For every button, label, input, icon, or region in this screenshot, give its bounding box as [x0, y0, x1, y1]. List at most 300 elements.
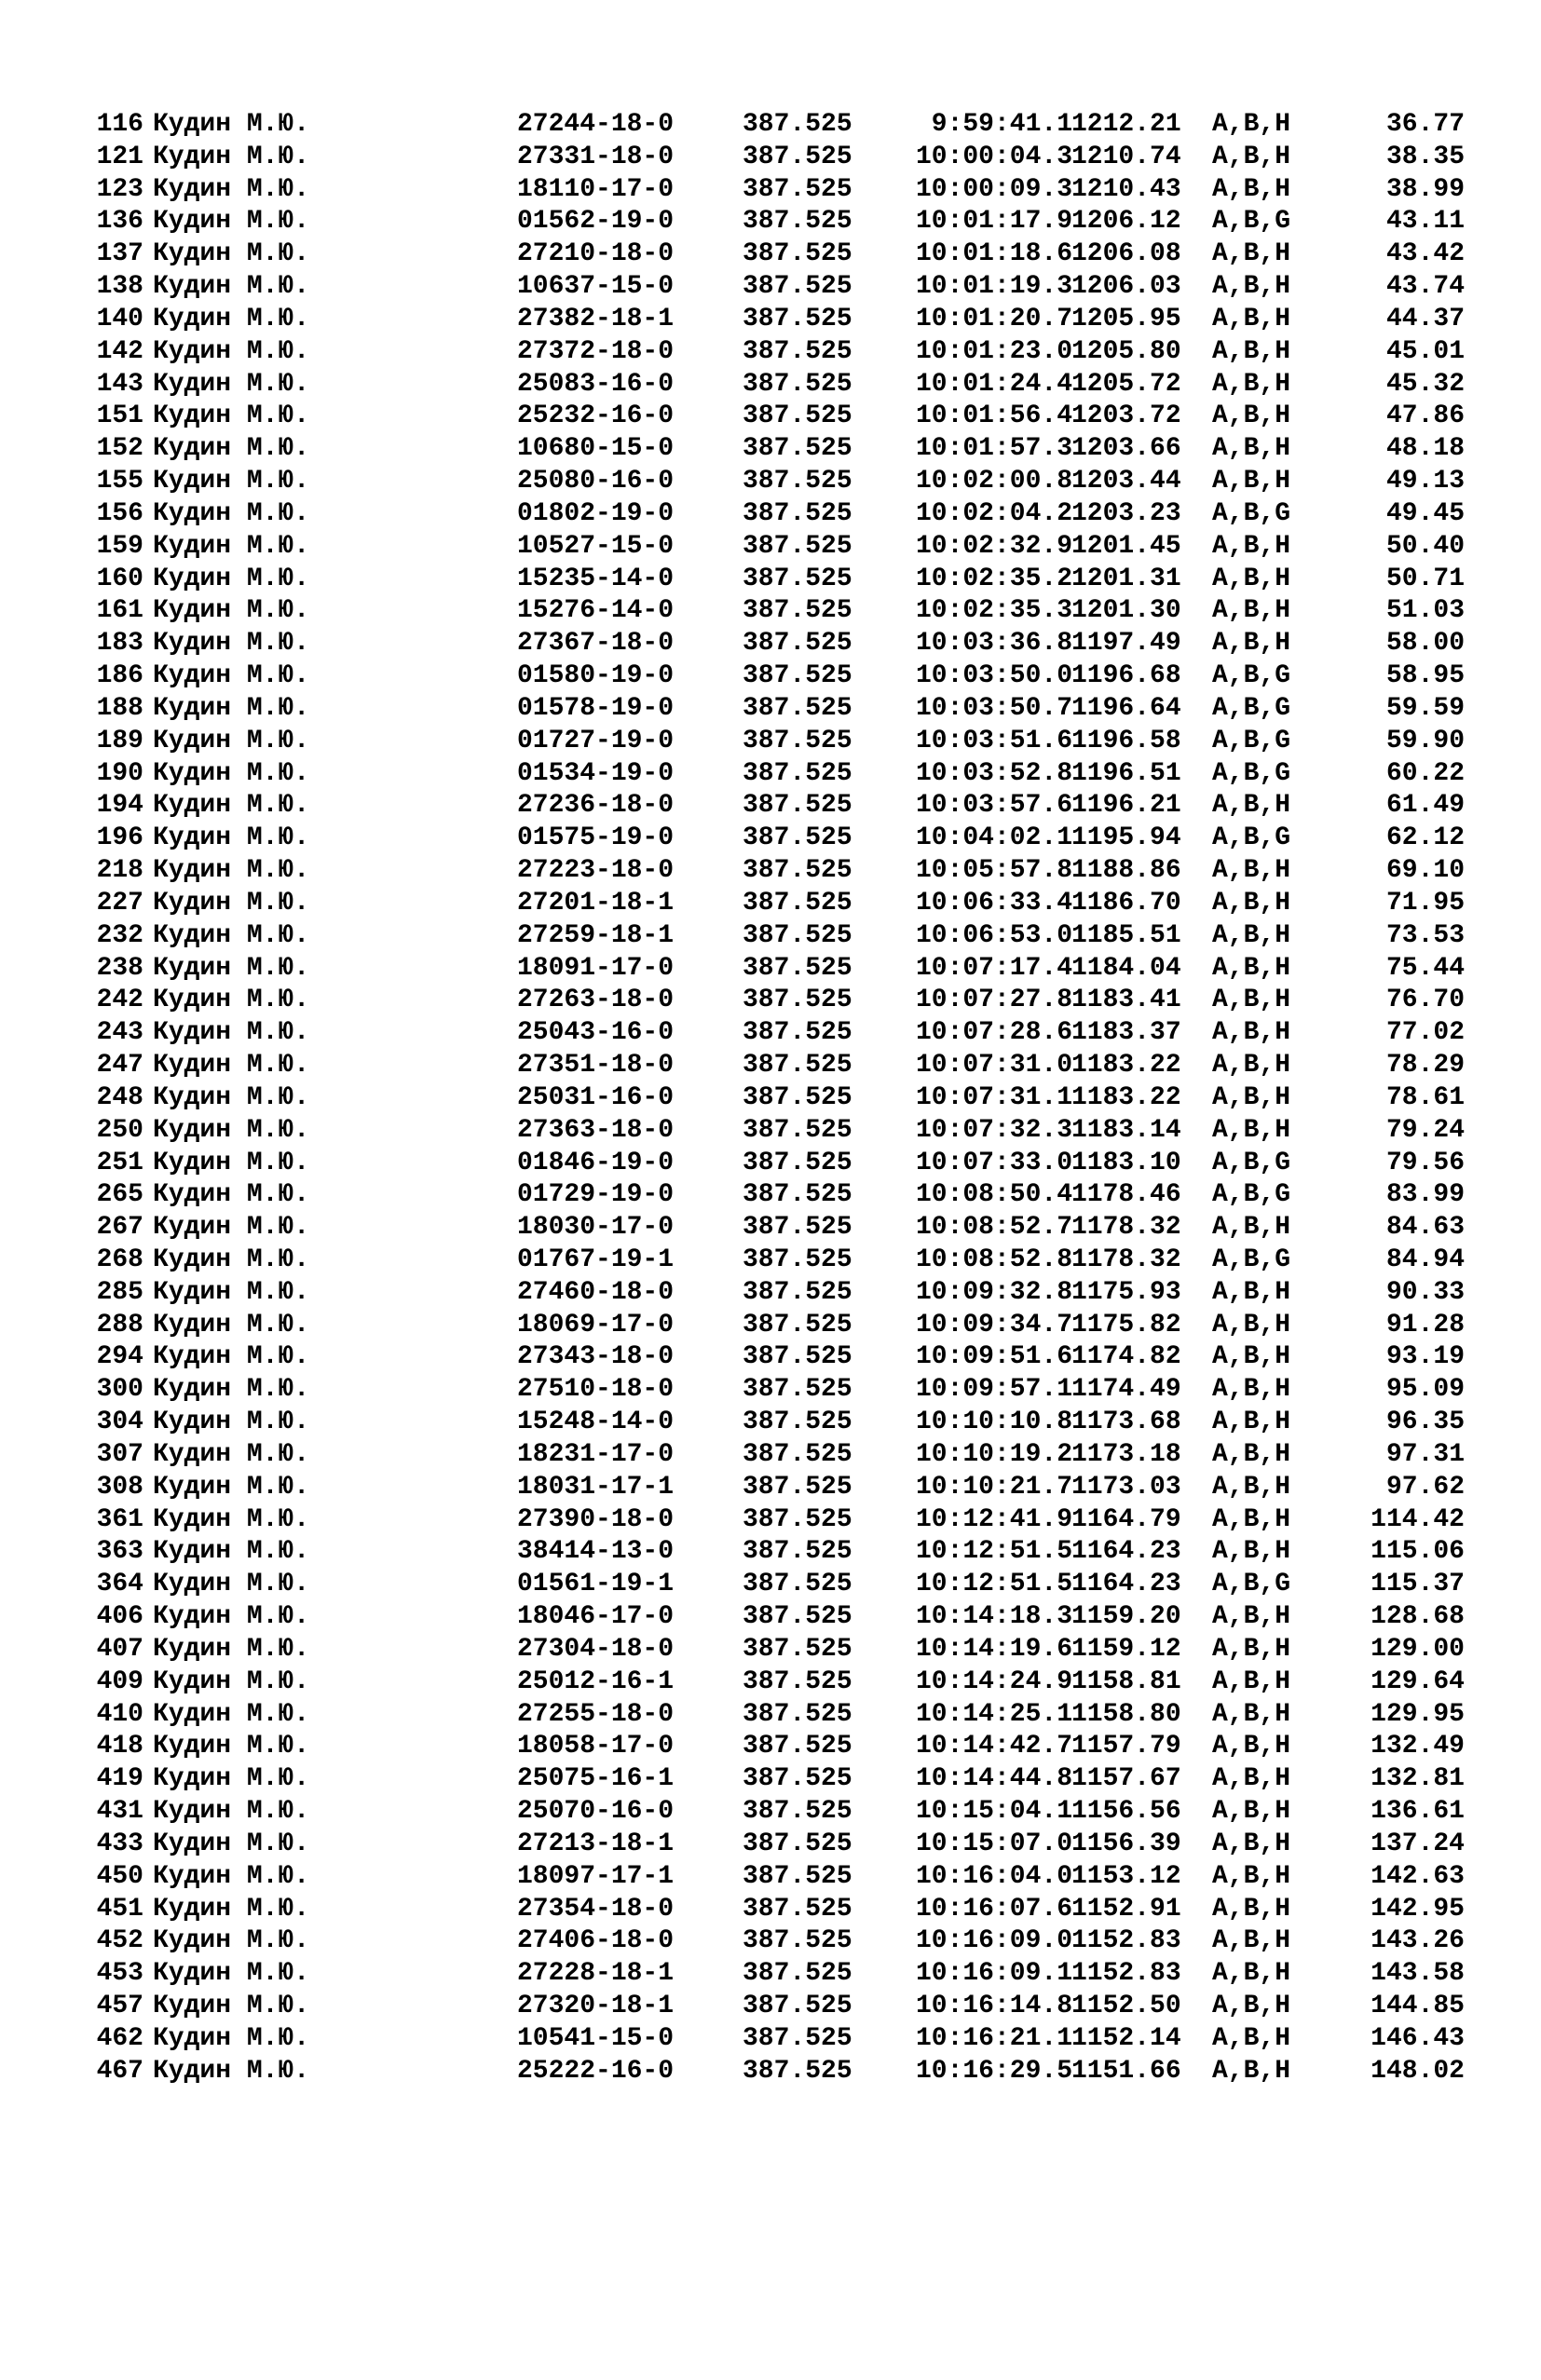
- points-cell: 129.64: [1371, 1666, 1465, 1696]
- flags-cell: A,B,H: [1212, 1926, 1291, 1956]
- ring-number-cell: 27223-18-0: [517, 856, 675, 886]
- place-cell: 151: [96, 401, 143, 431]
- ring-number-cell: 10527-15-0: [517, 531, 675, 561]
- arrival-time-cell: 10:12:51.5: [915, 1537, 1072, 1567]
- arrival-time-cell: 10:00:04.3: [915, 142, 1072, 171]
- arrival-time-cell: 10:09:51.6: [915, 1342, 1072, 1372]
- flags-cell: A,B,H: [1212, 596, 1291, 626]
- ring-number-cell: 27259-18-1: [517, 920, 675, 950]
- flags-cell: A,B,G: [1212, 207, 1291, 237]
- arrival-time-cell: 10:08:52.8: [915, 1244, 1072, 1274]
- fancier-name-cell: Кудин М.Ю.: [153, 1602, 310, 1632]
- flags-cell: A,B,G: [1212, 1180, 1291, 1210]
- arrival-time-cell: 10:03:52.8: [915, 758, 1072, 788]
- place-cell: 250: [96, 1115, 143, 1145]
- flags-cell: A,B,H: [1212, 1082, 1291, 1112]
- ring-number-cell: 01727-19-0: [517, 726, 675, 755]
- fancier-name-cell: Кудин М.Ю.: [153, 1244, 310, 1274]
- ring-number-cell: 25083-16-0: [517, 369, 675, 399]
- points-cell: 38.99: [1385, 174, 1465, 204]
- flags-cell: A,B,H: [1212, 142, 1291, 171]
- fancier-name-cell: Кудин М.Ю.: [153, 239, 310, 269]
- table-row: [89, 1148, 1487, 1180]
- flags-cell: A,B,H: [1212, 1764, 1291, 1794]
- flags-cell: A,B,H: [1212, 110, 1291, 139]
- distance-cell: 387.525: [743, 1082, 852, 1112]
- flags-cell: A,B,H: [1212, 1894, 1291, 1924]
- fancier-name-cell: Кудин М.Ю.: [153, 564, 310, 593]
- distance-cell: 387.525: [743, 1829, 852, 1858]
- flags-cell: A,B,G: [1212, 823, 1291, 853]
- distance-cell: 387.525: [743, 856, 852, 886]
- points-cell: 146.43: [1371, 2023, 1465, 2053]
- flags-cell: A,B,H: [1212, 1959, 1291, 1989]
- table-row: [89, 1763, 1487, 1796]
- distance-cell: 387.525: [743, 239, 852, 269]
- arrival-time-cell: 10:07:32.3: [915, 1115, 1072, 1145]
- place-cell: 188: [96, 693, 143, 723]
- speed-cell: 1206.12: [1071, 207, 1181, 237]
- flags-cell: A,B,H: [1212, 2056, 1291, 2086]
- fancier-name-cell: Кудин М.Ю.: [153, 791, 310, 821]
- points-cell: 69.10: [1385, 856, 1465, 886]
- arrival-time-cell: 10:16:09.1: [915, 1959, 1072, 1989]
- place-cell: 300: [96, 1375, 143, 1405]
- ring-number-cell: 27510-18-0: [517, 1375, 675, 1405]
- ring-number-cell: 27354-18-0: [517, 1894, 675, 1924]
- arrival-time-cell: 10:16:07.6: [915, 1894, 1072, 1924]
- speed-cell: 1173.68: [1071, 1408, 1181, 1437]
- fancier-name-cell: Кудин М.Ю.: [153, 1926, 310, 1956]
- arrival-time-cell: 10:07:28.6: [915, 1018, 1072, 1048]
- distance-cell: 387.525: [743, 1504, 852, 1534]
- speed-cell: 1196.51: [1071, 758, 1181, 788]
- arrival-time-cell: 10:02:35.3: [915, 596, 1072, 626]
- distance-cell: 387.525: [743, 531, 852, 561]
- table-row: [89, 2056, 1487, 2088]
- distance-cell: 387.525: [743, 336, 852, 366]
- speed-cell: 1196.68: [1071, 661, 1181, 691]
- flags-cell: A,B,H: [1212, 1861, 1291, 1891]
- table-row: [89, 1407, 1487, 1439]
- place-cell: 285: [96, 1277, 143, 1307]
- distance-cell: 387.525: [743, 1051, 852, 1081]
- fancier-name-cell: Кудин М.Ю.: [153, 726, 310, 755]
- arrival-time-cell: 10:01:56.4: [915, 401, 1072, 431]
- table-row: [89, 1925, 1487, 1958]
- fancier-name-cell: Кудин М.Ю.: [153, 661, 310, 691]
- place-cell: 364: [96, 1570, 143, 1599]
- distance-cell: 387.525: [743, 758, 852, 788]
- place-cell: 238: [96, 953, 143, 983]
- speed-cell: 1186.70: [1071, 888, 1181, 918]
- points-cell: 144.85: [1371, 1992, 1465, 2021]
- flags-cell: A,B,H: [1212, 369, 1291, 399]
- points-cell: 114.42: [1371, 1504, 1465, 1534]
- table-row: [89, 953, 1487, 986]
- arrival-time-cell: 10:16:29.5: [915, 2056, 1072, 2086]
- fancier-name-cell: Кудин М.Ю.: [153, 174, 310, 204]
- speed-cell: 1183.10: [1071, 1148, 1181, 1177]
- points-cell: 148.02: [1371, 2056, 1465, 2086]
- fancier-name-cell: Кудин М.Ю.: [153, 1666, 310, 1696]
- fancier-name-cell: Кудин М.Ю.: [153, 1148, 310, 1177]
- flags-cell: A,B,G: [1212, 1244, 1291, 1274]
- fancier-name-cell: Кудин М.Ю.: [153, 1570, 310, 1599]
- fancier-name-cell: Кудин М.Ю.: [153, 1959, 310, 1989]
- distance-cell: 387.525: [743, 272, 852, 302]
- speed-cell: 1152.14: [1071, 2023, 1181, 2053]
- points-cell: 137.24: [1371, 1829, 1465, 1858]
- fancier-name-cell: Кудин М.Ю.: [153, 1375, 310, 1405]
- place-cell: 363: [96, 1537, 143, 1567]
- flags-cell: A,B,G: [1212, 661, 1291, 691]
- arrival-time-cell: 9:59:41.1: [931, 110, 1072, 139]
- place-cell: 243: [96, 1018, 143, 1048]
- ring-number-cell: 25080-16-0: [517, 467, 675, 496]
- place-cell: 308: [96, 1472, 143, 1502]
- flags-cell: A,B,H: [1212, 336, 1291, 366]
- speed-cell: 1158.80: [1071, 1699, 1181, 1729]
- fancier-name-cell: Кудин М.Ю.: [153, 629, 310, 659]
- speed-cell: 1164.79: [1071, 1504, 1181, 1534]
- table-row: [89, 1601, 1487, 1634]
- points-cell: 90.33: [1385, 1277, 1465, 1307]
- arrival-time-cell: 10:02:04.2: [915, 498, 1072, 528]
- arrival-time-cell: 10:07:33.0: [915, 1148, 1072, 1177]
- speed-cell: 1152.83: [1071, 1926, 1181, 1956]
- distance-cell: 387.525: [743, 1959, 852, 1989]
- ring-number-cell: 27460-18-0: [517, 1277, 675, 1307]
- flags-cell: A,B,H: [1212, 1408, 1291, 1437]
- flags-cell: A,B,H: [1212, 1213, 1291, 1243]
- arrival-time-cell: 10:01:24.4: [915, 369, 1072, 399]
- arrival-time-cell: 10:03:36.8: [915, 629, 1072, 659]
- distance-cell: 387.525: [743, 1180, 852, 1210]
- distance-cell: 387.525: [743, 174, 852, 204]
- arrival-time-cell: 10:06:53.0: [915, 920, 1072, 950]
- flags-cell: A,B,H: [1212, 1342, 1291, 1372]
- fancier-name-cell: Кудин М.Ю.: [153, 2056, 310, 2086]
- arrival-time-cell: 10:12:51.5: [915, 1570, 1072, 1599]
- table-row: [89, 109, 1487, 142]
- flags-cell: A,B,H: [1212, 1504, 1291, 1534]
- ring-number-cell: 27343-18-0: [517, 1342, 675, 1372]
- ring-number-cell: 27228-18-1: [517, 1959, 675, 1989]
- fancier-name-cell: Кудин М.Ю.: [153, 1797, 310, 1827]
- place-cell: 433: [96, 1829, 143, 1858]
- points-cell: 136.61: [1371, 1797, 1465, 1827]
- ring-number-cell: 18069-17-0: [517, 1310, 675, 1340]
- flags-cell: A,B,H: [1212, 1829, 1291, 1858]
- fancier-name-cell: Кудин М.Ю.: [153, 467, 310, 496]
- arrival-time-cell: 10:03:50.7: [915, 693, 1072, 723]
- fancier-name-cell: Кудин М.Ю.: [153, 1829, 310, 1858]
- flags-cell: A,B,H: [1212, 1634, 1291, 1664]
- fancier-name-cell: Кудин М.Ю.: [153, 531, 310, 561]
- speed-cell: 1156.39: [1071, 1829, 1181, 1858]
- place-cell: 467: [96, 2056, 143, 2086]
- table-row: [89, 726, 1487, 758]
- speed-cell: 1205.72: [1071, 369, 1181, 399]
- points-cell: 142.63: [1371, 1861, 1465, 1891]
- ring-number-cell: 27406-18-0: [517, 1926, 675, 1956]
- fancier-name-cell: Кудин М.Ю.: [153, 693, 310, 723]
- flags-cell: A,B,H: [1212, 629, 1291, 659]
- distance-cell: 387.525: [743, 1570, 852, 1599]
- distance-cell: 387.525: [743, 1472, 852, 1502]
- flags-cell: A,B,H: [1212, 1375, 1291, 1405]
- place-cell: 156: [96, 498, 143, 528]
- distance-cell: 387.525: [743, 207, 852, 237]
- arrival-time-cell: 10:02:00.8: [915, 467, 1072, 496]
- speed-cell: 1183.14: [1071, 1115, 1181, 1145]
- speed-cell: 1178.32: [1071, 1244, 1181, 1274]
- distance-cell: 387.525: [743, 1894, 852, 1924]
- place-cell: 137: [96, 239, 143, 269]
- arrival-time-cell: 10:14:24.9: [915, 1666, 1072, 1696]
- points-cell: 95.09: [1385, 1375, 1465, 1405]
- table-row: [89, 1244, 1487, 1277]
- points-cell: 58.95: [1385, 661, 1465, 691]
- distance-cell: 387.525: [743, 888, 852, 918]
- arrival-time-cell: 10:16:09.0: [915, 1926, 1072, 1956]
- arrival-time-cell: 10:10:10.8: [915, 1408, 1072, 1437]
- speed-cell: 1203.72: [1071, 401, 1181, 431]
- distance-cell: 387.525: [743, 1926, 852, 1956]
- speed-cell: 1174.49: [1071, 1375, 1181, 1405]
- fancier-name-cell: Кудин М.Ю.: [153, 1408, 310, 1437]
- ring-number-cell: 01767-19-1: [517, 1244, 675, 1274]
- results-table: [89, 109, 1487, 2088]
- flags-cell: A,B,H: [1212, 1732, 1291, 1761]
- fancier-name-cell: Кудин М.Ю.: [153, 498, 310, 528]
- distance-cell: 387.525: [743, 1732, 852, 1761]
- table-row: [89, 1699, 1487, 1732]
- speed-cell: 1174.82: [1071, 1342, 1181, 1372]
- arrival-time-cell: 10:07:17.4: [915, 953, 1072, 983]
- fancier-name-cell: Кудин М.Ю.: [153, 758, 310, 788]
- place-cell: 136: [96, 207, 143, 237]
- arrival-time-cell: 10:14:42.7: [915, 1732, 1072, 1761]
- flags-cell: A,B,H: [1212, 920, 1291, 950]
- ring-number-cell: 25070-16-0: [517, 1797, 675, 1827]
- flags-cell: A,B,H: [1212, 304, 1291, 333]
- ring-number-cell: 25012-16-1: [517, 1666, 675, 1696]
- place-cell: 138: [96, 272, 143, 302]
- distance-cell: 387.525: [743, 1537, 852, 1567]
- ring-number-cell: 01534-19-0: [517, 758, 675, 788]
- distance-cell: 387.525: [743, 498, 852, 528]
- ring-number-cell: 27236-18-0: [517, 791, 675, 821]
- place-cell: 218: [96, 856, 143, 886]
- fancier-name-cell: Кудин М.Ю.: [153, 1018, 310, 1048]
- ring-number-cell: 10541-15-0: [517, 2023, 675, 2053]
- arrival-time-cell: 10:15:04.1: [915, 1797, 1072, 1827]
- arrival-time-cell: 10:01:57.3: [915, 434, 1072, 464]
- table-row: [89, 855, 1487, 888]
- fancier-name-cell: Кудин М.Ю.: [153, 1764, 310, 1794]
- ring-number-cell: 01578-19-0: [517, 693, 675, 723]
- distance-cell: 387.525: [743, 1992, 852, 2021]
- points-cell: 73.53: [1385, 920, 1465, 950]
- fancier-name-cell: Кудин М.Ю.: [153, 823, 310, 853]
- points-cell: 143.58: [1371, 1959, 1465, 1989]
- distance-cell: 387.525: [743, 661, 852, 691]
- fancier-name-cell: Кудин М.Ю.: [153, 336, 310, 366]
- ring-number-cell: 10637-15-0: [517, 272, 675, 302]
- fancier-name-cell: Кудин М.Ю.: [153, 1115, 310, 1145]
- arrival-time-cell: 10:08:52.7: [915, 1213, 1072, 1243]
- arrival-time-cell: 10:03:51.6: [915, 726, 1072, 755]
- flags-cell: A,B,H: [1212, 401, 1291, 431]
- speed-cell: 1159.20: [1071, 1602, 1181, 1632]
- arrival-time-cell: 10:10:21.7: [915, 1472, 1072, 1502]
- flags-cell: A,B,H: [1212, 953, 1291, 983]
- ring-number-cell: 27372-18-0: [517, 336, 675, 366]
- fancier-name-cell: Кудин М.Ю.: [153, 953, 310, 983]
- flags-cell: A,B,G: [1212, 758, 1291, 788]
- distance-cell: 387.525: [743, 564, 852, 593]
- arrival-time-cell: 10:14:25.1: [915, 1699, 1072, 1729]
- distance-cell: 387.525: [743, 1277, 852, 1307]
- distance-cell: 387.525: [743, 823, 852, 853]
- distance-cell: 387.525: [743, 1375, 852, 1405]
- arrival-time-cell: 10:03:57.6: [915, 791, 1072, 821]
- speed-cell: 1205.95: [1071, 304, 1181, 333]
- place-cell: 251: [96, 1148, 143, 1177]
- speed-cell: 1183.41: [1071, 986, 1181, 1015]
- ring-number-cell: 18231-17-0: [517, 1439, 675, 1469]
- distance-cell: 387.525: [743, 1244, 852, 1274]
- ring-number-cell: 01580-19-0: [517, 661, 675, 691]
- ring-number-cell: 18058-17-0: [517, 1732, 675, 1761]
- distance-cell: 387.525: [743, 304, 852, 333]
- distance-cell: 387.525: [743, 986, 852, 1015]
- points-cell: 44.37: [1385, 304, 1465, 333]
- table-row: [89, 369, 1487, 401]
- fancier-name-cell: Кудин М.Ю.: [153, 1180, 310, 1210]
- arrival-time-cell: 10:16:21.1: [915, 2023, 1072, 2053]
- flags-cell: A,B,G: [1212, 1570, 1291, 1599]
- arrival-time-cell: 10:01:23.0: [915, 336, 1072, 366]
- speed-cell: 1158.81: [1071, 1666, 1181, 1696]
- fancier-name-cell: Кудин М.Ю.: [153, 1051, 310, 1081]
- points-cell: 60.22: [1385, 758, 1465, 788]
- points-cell: 143.26: [1371, 1926, 1465, 1956]
- table-row: [89, 1666, 1487, 1699]
- distance-cell: 387.525: [743, 434, 852, 464]
- speed-cell: 1195.94: [1071, 823, 1181, 853]
- flags-cell: A,B,H: [1212, 1472, 1291, 1502]
- points-cell: 129.00: [1371, 1634, 1465, 1664]
- arrival-time-cell: 10:09:34.7: [915, 1310, 1072, 1340]
- ring-number-cell: 27244-18-0: [517, 110, 675, 139]
- speed-cell: 1206.08: [1071, 239, 1181, 269]
- table-row: [89, 564, 1487, 596]
- speed-cell: 1196.21: [1071, 791, 1181, 821]
- speed-cell: 1188.86: [1071, 856, 1181, 886]
- place-cell: 190: [96, 758, 143, 788]
- place-cell: 409: [96, 1666, 143, 1696]
- speed-cell: 1183.37: [1071, 1018, 1181, 1048]
- place-cell: 160: [96, 564, 143, 593]
- place-cell: 267: [96, 1213, 143, 1243]
- points-cell: 97.31: [1385, 1439, 1465, 1469]
- speed-cell: 1201.45: [1071, 531, 1181, 561]
- ring-number-cell: 01575-19-0: [517, 823, 675, 853]
- speed-cell: 1178.46: [1071, 1180, 1181, 1210]
- fancier-name-cell: Кудин М.Ю.: [153, 369, 310, 399]
- fancier-name-cell: Кудин М.Ю.: [153, 1699, 310, 1729]
- distance-cell: 387.525: [743, 1148, 852, 1177]
- distance-cell: 387.525: [743, 401, 852, 431]
- distance-cell: 387.525: [743, 1797, 852, 1827]
- table-row: [89, 693, 1487, 726]
- speed-cell: 1210.74: [1071, 142, 1181, 171]
- fancier-name-cell: Кудин М.Ю.: [153, 856, 310, 886]
- table-row: [89, 2023, 1487, 2056]
- speed-cell: 1152.50: [1071, 1992, 1181, 2021]
- distance-cell: 387.525: [743, 693, 852, 723]
- place-cell: 361: [96, 1504, 143, 1534]
- table-row: [89, 1439, 1487, 1472]
- arrival-time-cell: 10:01:20.7: [915, 304, 1072, 333]
- fancier-name-cell: Кудин М.Ю.: [153, 110, 310, 139]
- arrival-time-cell: 10:16:14.8: [915, 1992, 1072, 2021]
- fancier-name-cell: Кудин М.Ю.: [153, 207, 310, 237]
- points-cell: 83.99: [1385, 1180, 1465, 1210]
- table-row: [89, 1374, 1487, 1407]
- points-cell: 115.06: [1371, 1537, 1465, 1567]
- table-row: [89, 1341, 1487, 1374]
- table-row: [89, 823, 1487, 855]
- fancier-name-cell: Кудин М.Ю.: [153, 596, 310, 626]
- fancier-name-cell: Кудин М.Ю.: [153, 1310, 310, 1340]
- flags-cell: A,B,H: [1212, 1537, 1291, 1567]
- table-row: [89, 1179, 1487, 1212]
- place-cell: 161: [96, 596, 143, 626]
- speed-cell: 1175.82: [1071, 1310, 1181, 1340]
- points-cell: 76.70: [1385, 986, 1465, 1015]
- place-cell: 307: [96, 1439, 143, 1469]
- ring-number-cell: 10680-15-0: [517, 434, 675, 464]
- points-cell: 58.00: [1385, 629, 1465, 659]
- table-row: [89, 985, 1487, 1017]
- points-cell: 43.42: [1385, 239, 1465, 269]
- place-cell: 451: [96, 1894, 143, 1924]
- speed-cell: 1203.66: [1071, 434, 1181, 464]
- fancier-name-cell: Кудин М.Ю.: [153, 1439, 310, 1469]
- speed-cell: 1183.22: [1071, 1082, 1181, 1112]
- place-cell: 140: [96, 304, 143, 333]
- place-cell: 265: [96, 1180, 143, 1210]
- ring-number-cell: 15276-14-0: [517, 596, 675, 626]
- points-cell: 142.95: [1371, 1894, 1465, 1924]
- points-cell: 97.62: [1385, 1472, 1465, 1502]
- distance-cell: 387.525: [743, 1342, 852, 1372]
- distance-cell: 387.525: [743, 1408, 852, 1437]
- points-cell: 75.44: [1385, 953, 1465, 983]
- table-row: [89, 498, 1487, 531]
- speed-cell: 1210.43: [1071, 174, 1181, 204]
- arrival-time-cell: 10:09:57.1: [915, 1375, 1072, 1405]
- speed-cell: 1185.51: [1071, 920, 1181, 950]
- fancier-name-cell: Кудин М.Ю.: [153, 1894, 310, 1924]
- speed-cell: 1152.83: [1071, 1959, 1181, 1989]
- speed-cell: 1173.03: [1071, 1472, 1181, 1502]
- points-cell: 49.45: [1385, 498, 1465, 528]
